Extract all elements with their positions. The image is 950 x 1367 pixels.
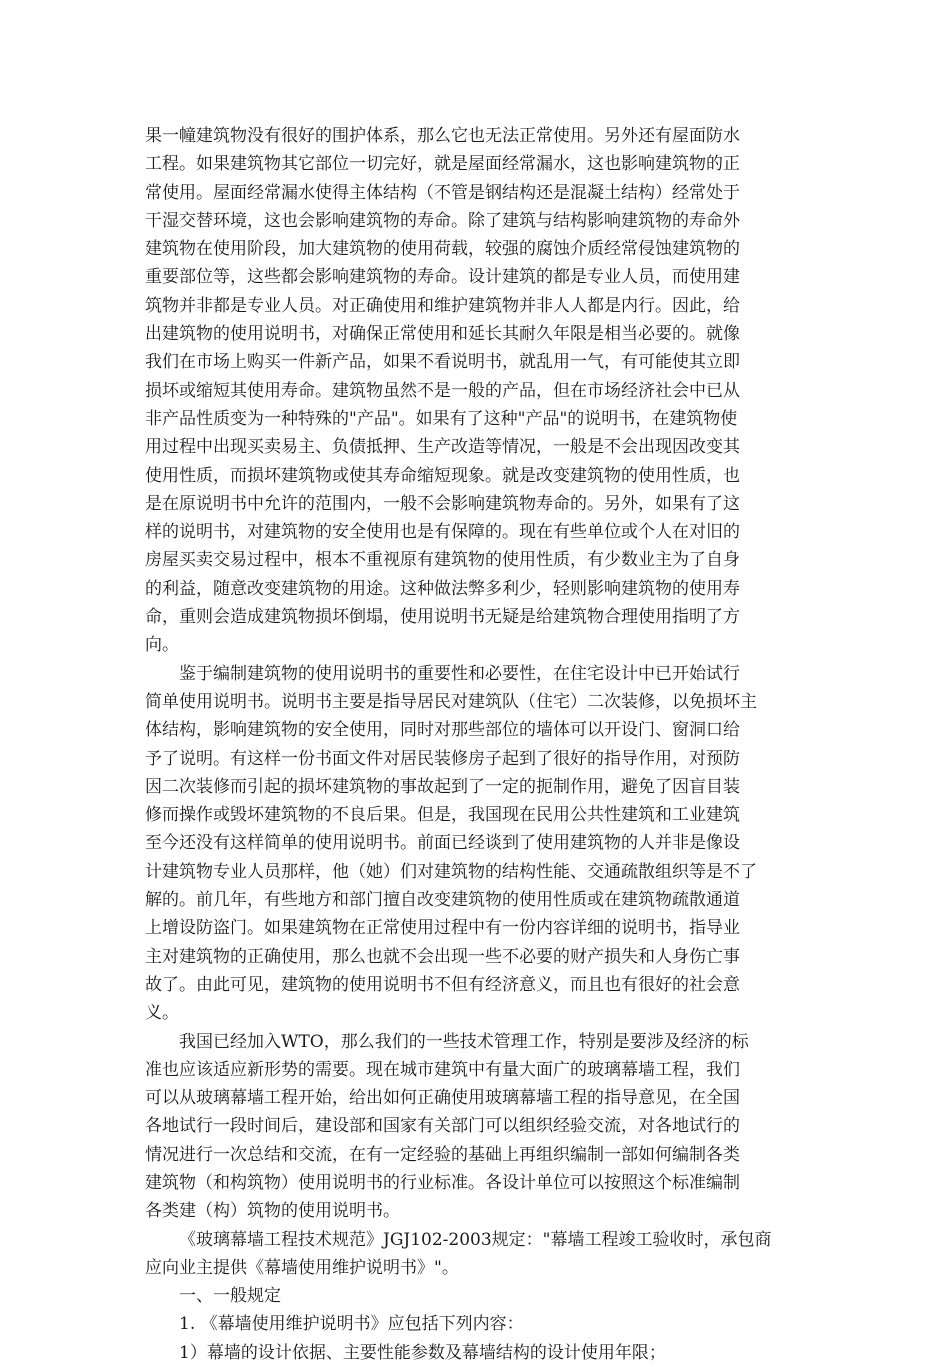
paragraph — [145, 1028, 810, 1226]
text-line: 《玻璃幕墙工程技术规范》JGJ102-2003规定："幕墙工程竣工验收时，承包商 — [179, 1229, 772, 1250]
paragraph — [145, 1282, 810, 1310]
text-line: 样的说明书，对建筑物的安全使用也是有保障的。现在有些单位或个人在对旧的 — [145, 522, 740, 543]
text-line: 各地试行一段时间后，建设部和国家有关部门可以组织经验交流，对各地试行的 — [145, 1116, 740, 1137]
paragraph — [145, 1339, 810, 1367]
text-line: 可以从玻璃幕墙工程开始，给出如何正确使用玻璃幕墙工程的指导意见，在全国 — [145, 1088, 740, 1109]
text-line: 至今还没有这样简单的使用说明书。前面已经谈到了使用建筑物的人并非是像设 — [145, 833, 740, 854]
text-line: 出建筑物的使用说明书，对确保正常使用和延长其耐久年限是相当必要的。就像 — [145, 324, 740, 345]
text-line: 故了。由此可见，建筑物的使用说明书不但有经济意义，而且也有很好的社会意 — [145, 974, 740, 995]
text-line: 义。 — [145, 1003, 179, 1024]
text-line: 计建筑物专业人员那样，他（她）们对建筑物的结构性能、交通疏散组织等是不了 — [145, 861, 757, 882]
text-line: 准也应该适应新形势的需要。现在城市建筑中有量大面广的玻璃幕墙工程，我们 — [145, 1059, 740, 1080]
paragraph — [145, 660, 810, 1028]
paragraph — [145, 122, 810, 660]
text-line: 予了说明。有这样一份书面文件对居民装修房子起到了很好的指导作用，对预防 — [145, 748, 740, 769]
text-line: 的利益，随意改变建筑物的用途。这种做法弊多利少，轻则影响建筑物的使用寿 — [145, 578, 740, 599]
text-line: 用过程中出现买卖易主、负债抵押、生产改造等情况，一般是不会出现因改变其 — [145, 437, 740, 458]
text-line: 解的。前几年，有些地方和部门擅自改变建筑物的使用性质或在建筑物疏散通道 — [145, 890, 740, 911]
text-line: 是在原说明书中允许的范围内，一般不会影响建筑物寿命的。另外，如果有了这 — [145, 493, 740, 514]
text-line: 因二次装修而引起的损坏建筑物的事故起到了一定的扼制作用，避免了因盲目装 — [145, 776, 740, 797]
text-line: 1）幕墙的设计依据、主要性能参数及幕墙结构的设计使用年限； — [179, 1342, 666, 1363]
text-line: 重要部位等，这些都会影响建筑物的寿命。设计建筑的都是专业人员，而使用建 — [145, 267, 740, 288]
text-line: 修而操作或毁坏建筑物的不良后果。但是，我国现在民用公共性建筑和工业建筑 — [145, 805, 740, 826]
text-line: 筑物并非都是专业人员。对正确使用和维护建筑物并非人人都是内行。因此，给 — [145, 295, 740, 316]
text-line: 向。 — [145, 635, 179, 656]
text-line: 1. 《幕墙使用维护说明书》应包括下列内容： — [179, 1314, 524, 1335]
text-line: 果一幢建筑物没有很好的围护体系，那么它也无法正常使用。另外还有屋面防水 — [145, 126, 740, 146]
text-line: 简单使用说明书。说明书主要是指导居民对建筑队（住宅）二次装修，以免损坏主 — [145, 691, 757, 712]
text-line: 非产品性质变为一种特殊的"产品"。如果有了这种"产品"的说明书，在建筑物使 — [145, 408, 738, 429]
text-line: 常使用。屋面经常漏水使得主体结构（不管是钢结构还是混凝土结构）经常处于 — [145, 182, 740, 203]
text-line: 各类建（构）筑物的使用说明书。 — [145, 1201, 400, 1222]
text-line: 房屋买卖交易过程中，根本不重视原有建筑物的使用性质，有少数业主为了自身 — [145, 550, 740, 571]
text-line: 命，重则会造成建筑物损坏倒塌，使用说明书无疑是给建筑物合理使用指明了方 — [145, 607, 740, 628]
paragraph — [145, 1226, 810, 1283]
text-line: 我们在市场上购买一件新产品，如果不看说明书，就乱用一气，有可能使其立即 — [145, 352, 740, 373]
text-line: 上增设防盗门。如果建筑物在正常使用过程中有一份内容详细的说明书，指导业 — [145, 918, 740, 939]
text-line: 我国已经加入WTO，那么我们的一些技术管理工作，特别是要涉及经济的标 — [179, 1031, 749, 1052]
text-line: 干湿交替环境，这也会影响建筑物的寿命。除了建筑与结构影响建筑物的寿命外 — [145, 210, 740, 231]
text-line: 鉴于编制建筑物的使用说明书的重要性和必要性，在住宅设计中已开始试行 — [179, 663, 740, 684]
text-line: 主对建筑物的正确使用，那么也就不会出现一些不必要的财产损失和人身伤亡事 — [145, 946, 740, 967]
text-line: 应向业主提供《幕墙使用维护说明书》"。 — [145, 1257, 459, 1278]
text-line: 损坏或缩短其使用寿命。建筑物虽然不是一般的产品，但在市场经济社会中已从 — [145, 380, 740, 401]
text-line: 情况进行一次总结和交流，在有一定经验的基础上再组织编制一部如何编制各类 — [145, 1144, 740, 1165]
text-line: 一、一般规定 — [179, 1286, 281, 1307]
text-line: 使用性质，而损坏建筑物或使其寿命缩短现象。就是改变建筑物的使用性质，也 — [145, 465, 740, 486]
paragraph — [145, 1310, 810, 1338]
text-line: 体结构，影响建筑物的安全使用，同时对那些部位的墙体可以开设门、窗洞口给 — [145, 720, 740, 741]
text-line: 建筑物在使用阶段，加大建筑物的使用荷载，较强的腐蚀介质经常侵蚀建筑物的 — [145, 239, 740, 260]
document-page — [145, 122, 810, 1367]
text-line: 工程。如果建筑物其它部位一切完好，就是屋面经常漏水，这也影响建筑物的正 — [145, 154, 740, 175]
text-line: 建筑物（和构筑物）使用说明书的行业标准。各设计单位可以按照这个标准编制 — [145, 1172, 740, 1193]
